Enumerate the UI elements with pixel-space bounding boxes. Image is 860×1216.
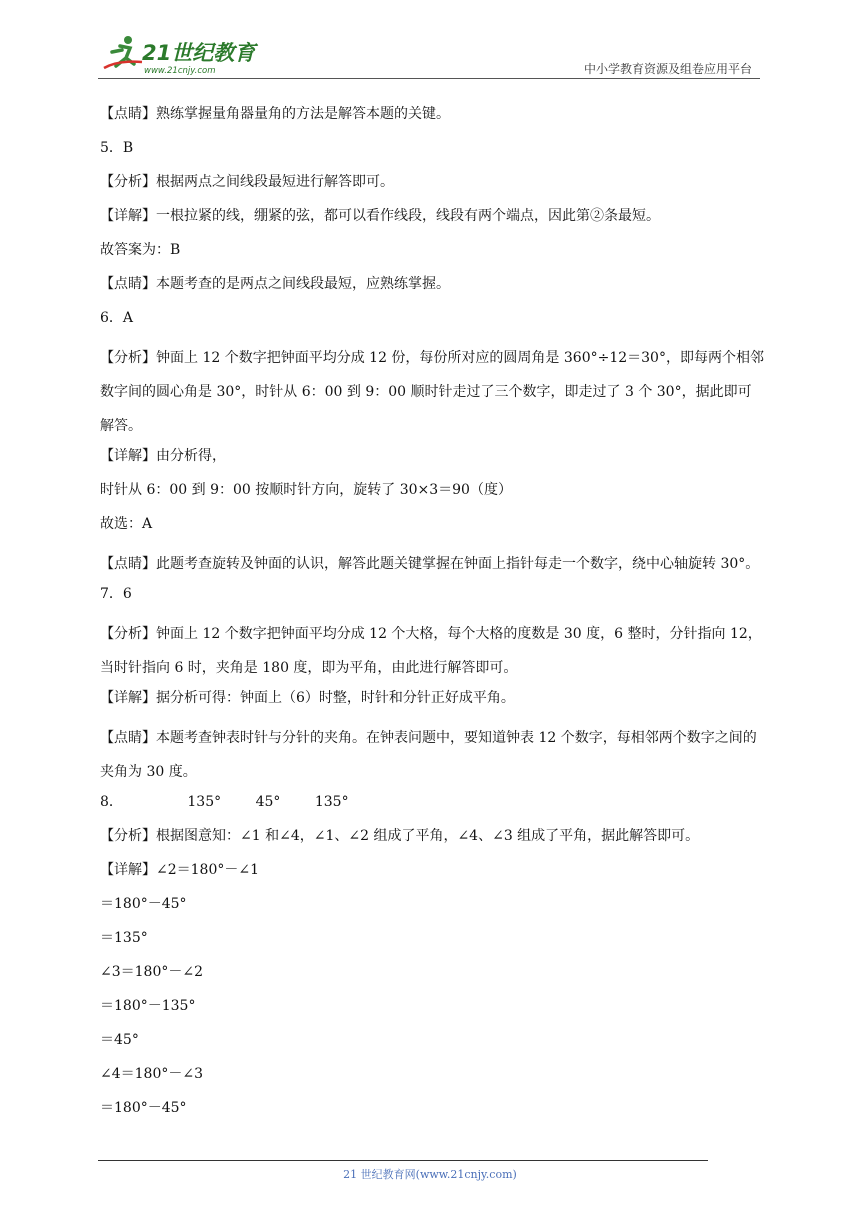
- text-line: ＝180°－45°: [100, 896, 187, 912]
- text-line: 【分析】根据图意知：∠1 和∠4，∠1、∠2 组成了平角，∠4、∠3 组成了平角，据此解答即可。: [100, 828, 700, 844]
- text-line: 故选：A: [100, 516, 153, 532]
- answer-2: 45°: [255, 794, 281, 810]
- answer-1: 135°: [187, 794, 222, 810]
- text-line: ∠3＝180°－∠2: [100, 964, 203, 980]
- text-line: ＝180°－135°: [100, 998, 196, 1014]
- text-line: ＝180°－45°: [100, 1100, 187, 1116]
- text-line: 【详解】∠2＝180°－∠1: [100, 862, 259, 878]
- text-line: 【分析】根据两点之间线段最短进行解答即可。: [100, 174, 394, 190]
- svg-text:www.21cnjy.com: www.21cnjy.com: [144, 66, 216, 76]
- question-number: 8．: [100, 794, 123, 810]
- text-line: ∠4＝180°－∠3: [100, 1066, 203, 1082]
- question-number: 5．B: [100, 140, 134, 156]
- text-line: ＝135°: [100, 930, 148, 946]
- text-line: 【点睛】本题考查的是两点之间线段最短，应熟练掌握。: [100, 276, 450, 292]
- text-paragraph: 【分析】钟面上 12 个数字把钟面平均分成 12 个大格，每个大格的度数是 30 度，6 整时，分针指向 12，当时针指向 6 时，夹角是 180 度，即为平角，由此进行解答即可。: [100, 626, 762, 676]
- svg-text:21世纪教育: 21世纪教育: [142, 41, 256, 65]
- text-line: 【点睛】熟练掌握量角器量角的方法是解答本题的关键。: [100, 106, 450, 122]
- text-line: 【详解】由分析得，: [100, 448, 226, 464]
- question-8-answers: [100, 791, 764, 813]
- question-number: 6．A: [100, 310, 134, 326]
- text-paragraph: 【点睛】本题考查钟表时针与分针的夹角。在钟表问题中，要知道钟表 12 个数字，每相邻两个数字之间的夹角为 30 度。: [100, 730, 757, 780]
- footer-divider: [98, 1160, 708, 1161]
- platform-name: 中小学教育资源及组卷应用平台: [583, 62, 752, 76]
- text-paragraph: 【分析】钟面上 12 个数字把钟面平均分成 12 份，每份所对应的圆周角是 360°÷12＝30°，即每两个相邻数字间的圆心角是 30°，时针从 6：00 到 9：00 顺时针走过了三个数字，即走过了 3 个 30°，据此即可解答。: [100, 350, 764, 434]
- text-paragraph: 【点睛】此题考查旋转及钟面的认识，解答此题关键掌握在钟面上指针每走一个数字，绕中心轴旋转 30°。: [100, 556, 760, 572]
- text-line: ＝45°: [100, 1032, 139, 1048]
- footer-text: 21 世纪教育网(www.21cnjy.com): [343, 1168, 517, 1181]
- text-line: 时针从 6：00 到 9：00 按顺时针方向，旋转了 30×3＝90（度）: [100, 482, 512, 498]
- header-divider: [98, 78, 760, 79]
- running-figure-icon: [104, 36, 142, 68]
- text-line: 【详解】一根拉紧的线，绷紧的弦，都可以看作线段，线段有两个端点，因此第②条最短。: [100, 208, 660, 224]
- site-logo: [98, 32, 268, 76]
- text-line: 故答案为：B: [100, 242, 181, 258]
- answer-content: [100, 103, 764, 1131]
- page-header: [98, 28, 760, 80]
- text-line: 【详解】据分析可得：钟面上（6）时整，时针和分针正好成平角。: [100, 690, 515, 706]
- question-number: 7．6: [100, 586, 132, 602]
- answer-3: 135°: [314, 794, 349, 810]
